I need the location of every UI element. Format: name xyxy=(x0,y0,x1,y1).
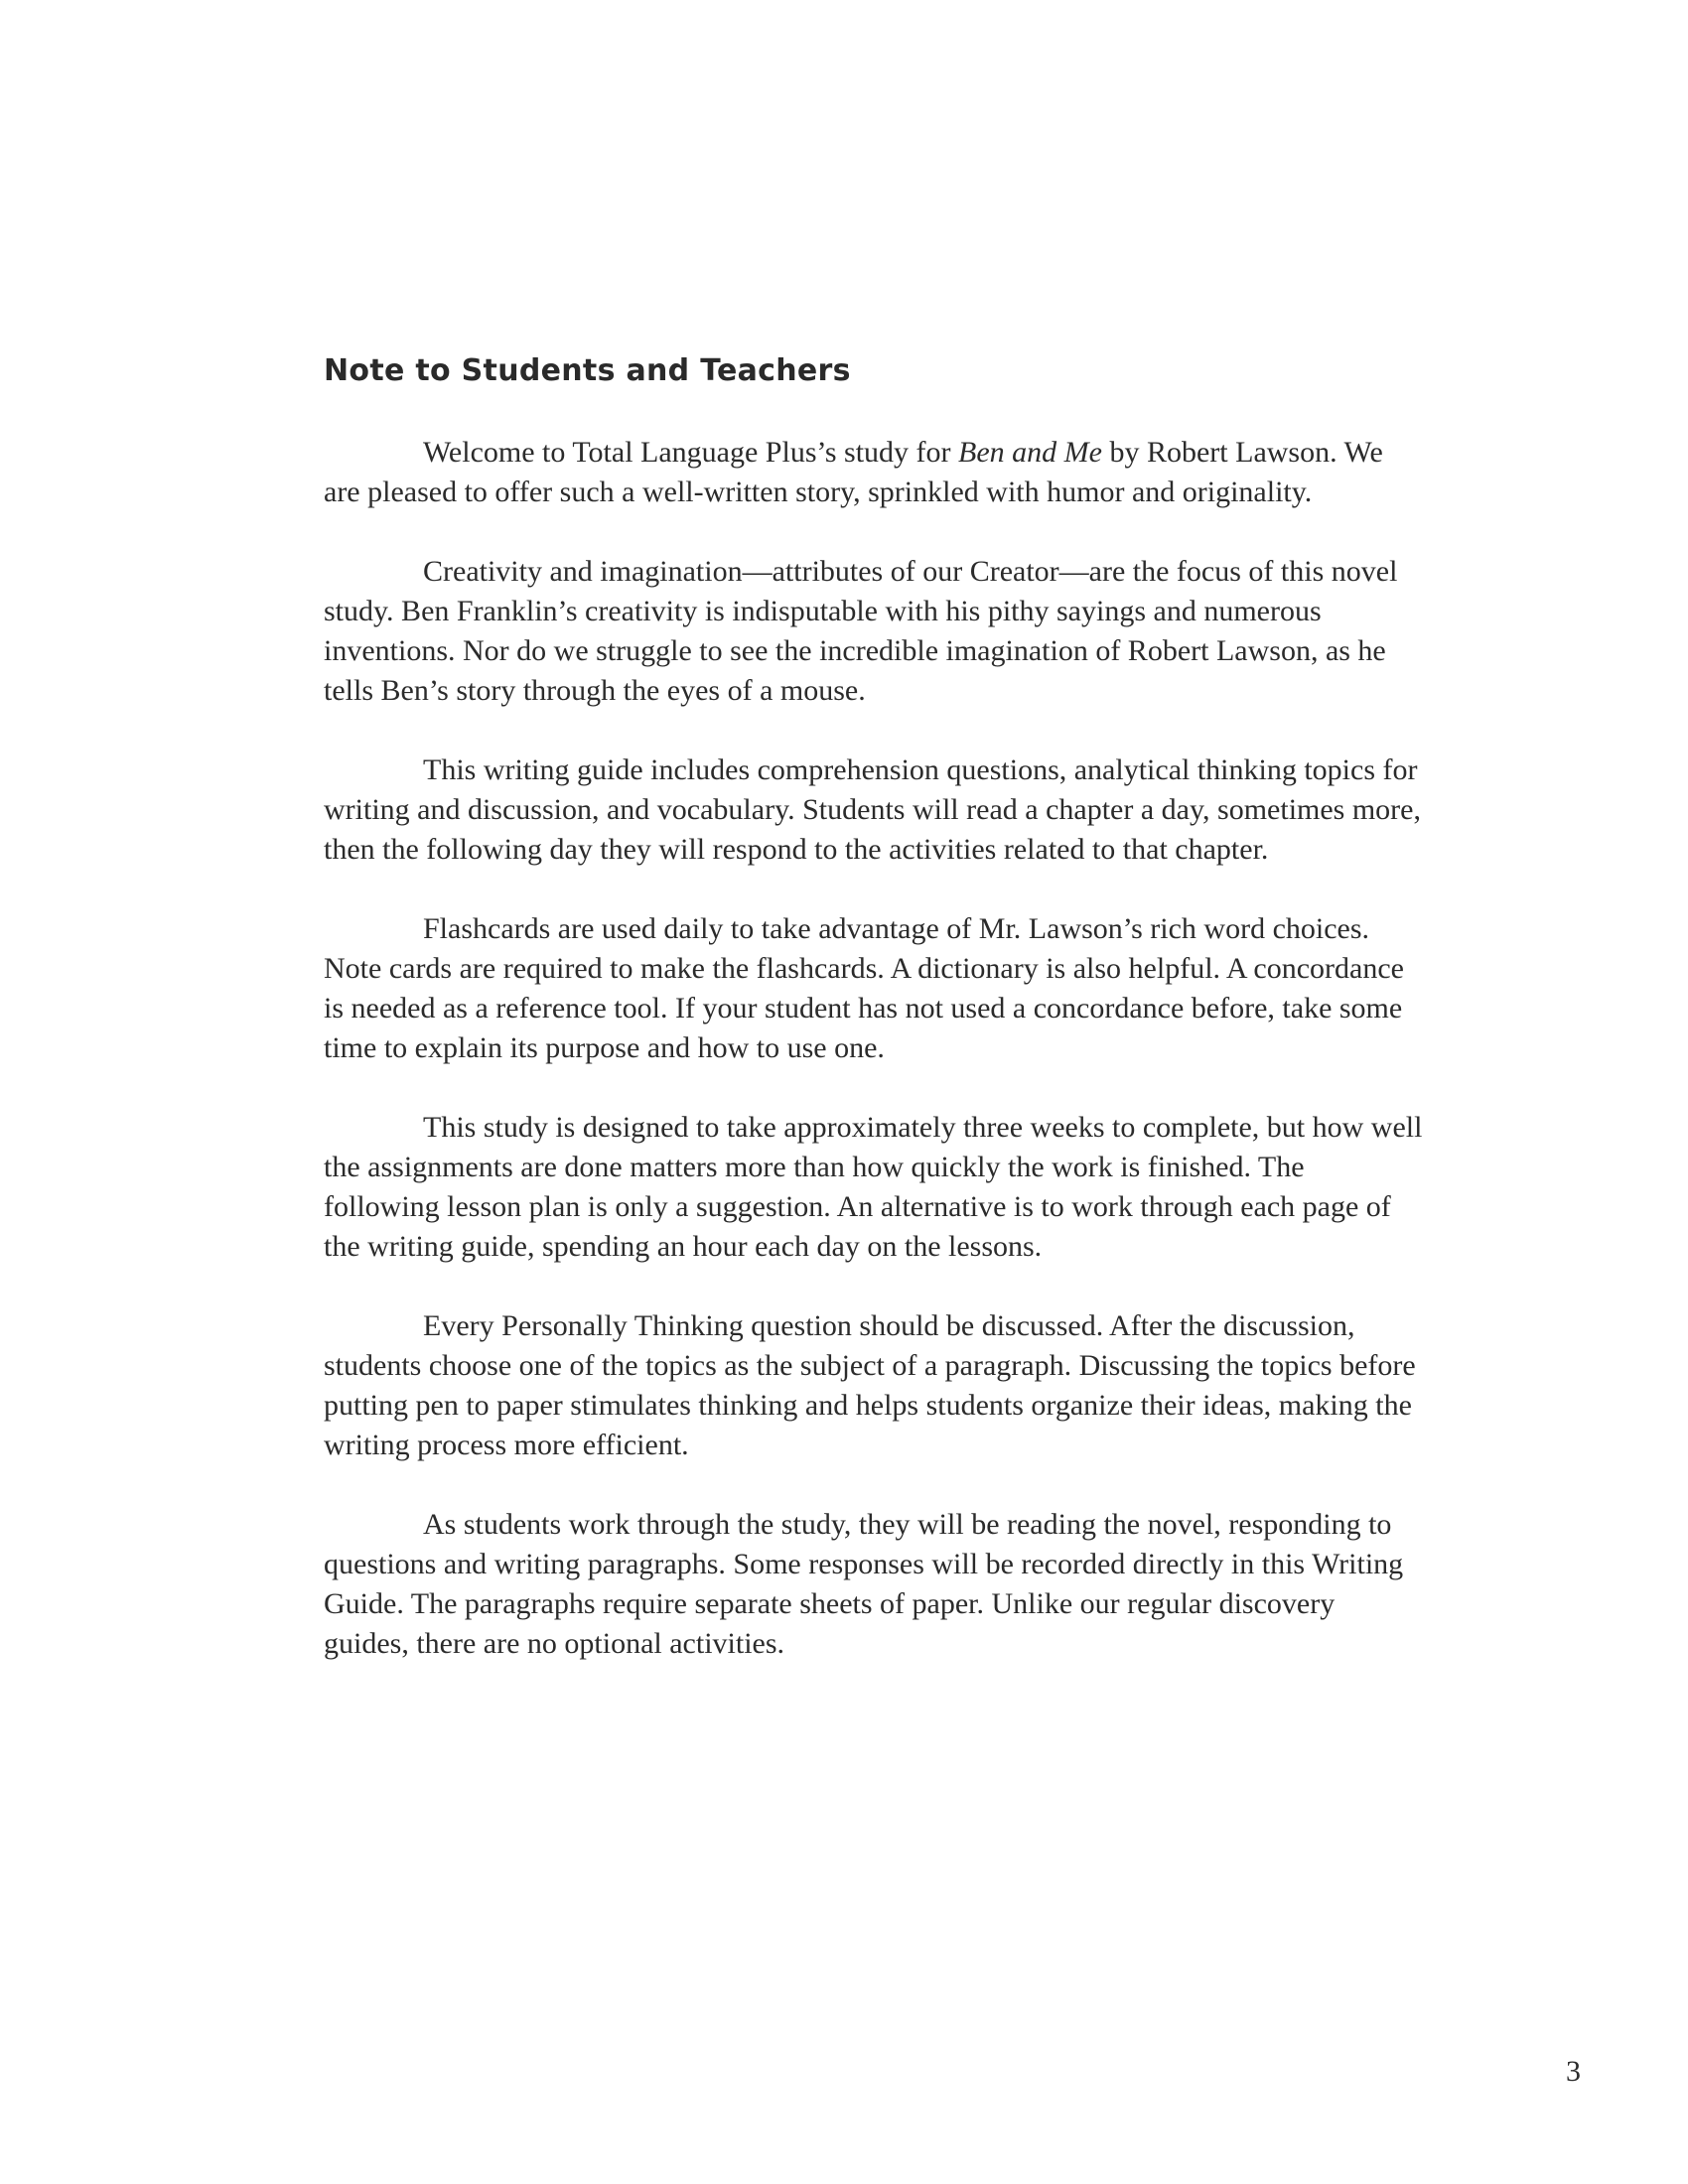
intro-text-start: Welcome to Total Language Plus’s study for xyxy=(423,436,959,469)
body-text xyxy=(324,433,1426,1664)
paragraph-creativity: Creativity and imagination—attributes of our Creator—are the focus of this novel study. Ben Franklin’s creativity is indisputable with his pithy sayings and numerous inventions. Nor do we struggle to see the incredible imagination of Robert Lawson, as he tells Ben’s story through the eyes of a mouse. xyxy=(324,555,1398,707)
paragraph-discussion: Every Personally Thinking question should be discussed. After the discussion, students choose one of the topics as the subject of a paragraph. Discussing the topics before putting pen to paper stimulates thinking and helps students organize their ideas, making the writing process more efficient. xyxy=(324,1309,1416,1461)
paragraph-schedule: This study is designed to take approximately three weeks to complete, but how well the assignments are done matters more than how quickly the work is finished. The following lesson plan is only a suggestion. An alternative is to work through each page of the writing guide, spending an hour each day on the lessons. xyxy=(324,1111,1423,1263)
paragraph-writing-guide: This writing guide includes comprehension questions, analytical thinking topics for writing and discussion, and vocabulary. Students will read a chapter a day, sometimes more, then the following day they will respond to the activities related to that chapter. xyxy=(324,753,1421,866)
book-title: Ben and Me xyxy=(958,436,1102,469)
paragraph-responses: As students work through the study, they will be reading the novel, responding to questions and writing paragraphs. Some responses will be recorded directly in this Writing Guide. The paragraphs require separate sheets of paper. Unlike our regular discovery guides, there are no optional activities. xyxy=(324,1508,1404,1660)
paragraph-intro xyxy=(324,433,1426,512)
page-number: 3 xyxy=(1566,2055,1581,2088)
section-heading: Note to Students and Teachers xyxy=(324,353,851,388)
intro-text-end: by Robert Lawson. We are pleased to offer such a well-written story, sprinkled with humor and originality. xyxy=(324,436,1383,508)
paragraph-flashcards: Flashcards are used daily to take advantage of Mr. Lawson’s rich word choices. Note cards are required to make the flashcards. A dictionary is also helpful. A concordance is needed as a reference tool. If your student has not used a concordance before, take some time to explain its purpose and how to use one. xyxy=(324,912,1404,1064)
